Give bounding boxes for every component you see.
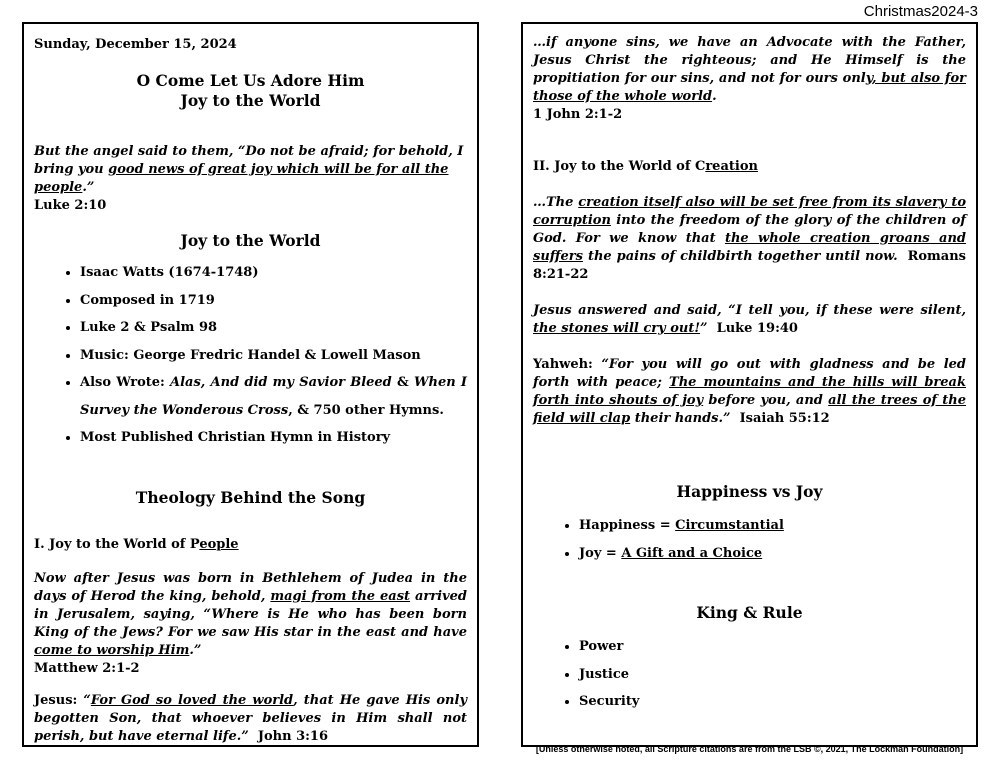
point-one: I. Joy to the World of People (34, 536, 239, 552)
happiness-list (533, 512, 966, 567)
left-panel (22, 22, 479, 747)
point-two: II. Joy to the World of Creation (533, 159, 758, 174)
right-panel (521, 22, 978, 754)
list-item: • Music: George Fredric Handel & Lowell Mason (80, 342, 467, 370)
happiness-heading: Happiness vs Joy (676, 482, 823, 501)
sermon-subtitle: Joy to the World (180, 91, 321, 110)
verse-isaiah-55-12: Yahweh: “For you will go out with gladness and be led forth with peace; The mountains and the hills will break forth into shouts of joy before you, and all the trees of the field will clap their hands.” Isaiah 55:12 (533, 357, 967, 426)
verse-luke-2-10: But the angel said to them, “Do not be afraid; for behold, I bring you good news of great joy which will be for all the people.” (34, 144, 464, 195)
footnote: [Unless otherwise noted, all Scripture citations are from the LSB ©, 2021, The Lockman Foundation] (535, 743, 964, 754)
list-item: • Power (579, 633, 966, 661)
sermon-title: O Come Let Us Adore Him (136, 71, 365, 90)
service-date: Sunday, December 15, 2024 (34, 37, 237, 52)
verse-luke-19-40: Jesus answered and said, “I tell you, if these were silent, the stones will cry out!” Luke 19:40 (533, 303, 966, 336)
king-list (533, 633, 966, 716)
page-label: Christmas2024-3 (863, 3, 978, 20)
hymn-heading: Joy to the World (180, 231, 321, 250)
list-item: • Happiness = Circumstantial (579, 512, 966, 540)
verse-romans-8-21: …The creation itself also will be set free from its slavery to corruption into the freedom of the glory of the children of God. For we know that the whole creation groans and suffers the pains of childbirth together until now. Romans 8:21-22 (533, 195, 966, 282)
verse-ref: Matthew 2:1-2 (34, 660, 140, 676)
list-item: • Luke 2 & Psalm 98 (80, 314, 467, 342)
verse-ref: 1 John 2:1-2 (533, 107, 623, 122)
verse-matthew-2-1: Now after Jesus was born in Bethlehem of Judea in the days of Herod the king, behold, magi from the east arrived in Jerusalem, saying, “Where is He who has been born King of the Jews? For we saw His star in the east and have come to worship Him.” (34, 570, 467, 658)
verse-1-john-2-1: …if anyone sins, we have an Advocate with the Father, Jesus Christ the righteous; and He Himself is the propitiation for our sins, and not for ours only, but also for those of the whole world. (533, 35, 966, 104)
list-item: • Justice (579, 661, 966, 689)
king-heading: King & Rule (696, 603, 803, 622)
hymn-facts-list (34, 259, 467, 452)
list-item: • Also Wrote: Alas, And did my Savior Bleed & When I Survey the Wonderous Cross, & 750 other Hymns. (80, 369, 467, 424)
list-item: • Most Published Christian Hymn in History (80, 424, 467, 452)
verse-ref: Luke 2:10 (34, 198, 107, 213)
list-item: • Security (579, 688, 966, 716)
verse-john-3-16: Jesus: “For God so loved the world, that He gave His only begotten Son, that whoever believes in Him shall not perish, but have eternal life.” John 3:16 (34, 692, 467, 744)
list-item: • Isaac Watts (1674-1748) (80, 259, 467, 287)
list-item: • Composed in 1719 (80, 287, 467, 315)
theology-heading: Theology Behind the Song (135, 487, 366, 507)
list-item: • Joy = A Gift and a Choice (579, 540, 966, 568)
